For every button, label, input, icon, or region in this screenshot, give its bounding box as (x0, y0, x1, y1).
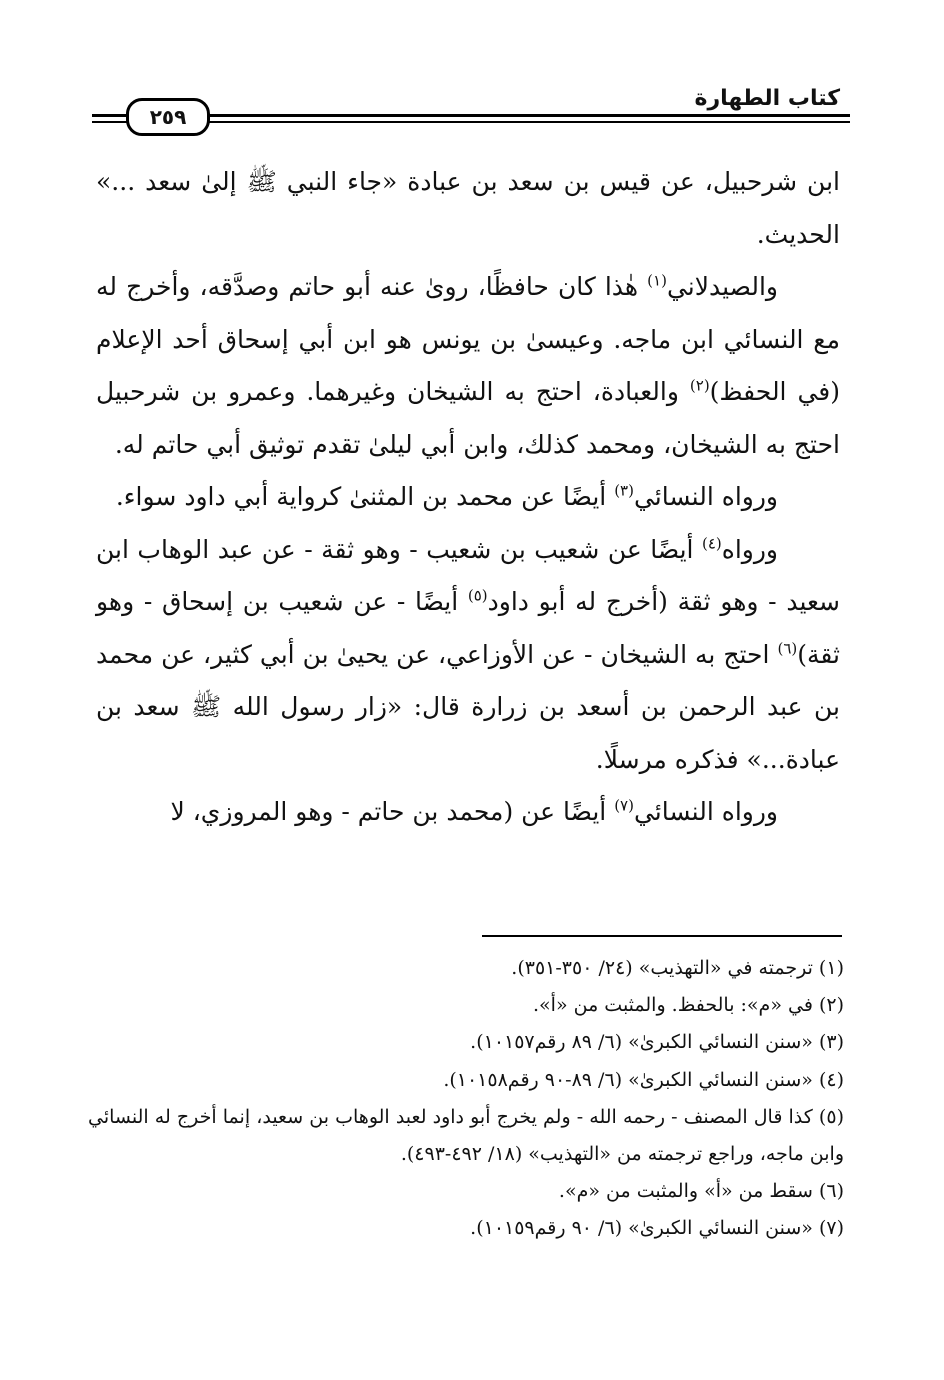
paragraph-text: هٰذا كان حافظًا، روىٰ عنه أبو حاتم وصدَّقه، وأخرج له مع النسائي ابن ماجه. وعيسىٰ بن يونس هو ابن أبي إسحاق أحد الإعلام (في الحفظ) (96, 272, 840, 406)
paragraph-text: والعبادة، احتج به الشيخان وغيرهما. وعمرو بن شرحبيل احتج به الشيخان، ومحمد كذلك، وابن أبي ليلىٰ تقدم توثيق أبي حاتم له. (96, 377, 840, 459)
footnote-reference: (٥) (467, 586, 488, 605)
footnote-4: (٤) «سنن النسائي الكبرىٰ» (٦/ ٨٩-٩٠ رقم١٠١٥٨). (443, 1068, 844, 1091)
paragraph-text: والصيدلاني (666, 272, 778, 301)
paragraph (96, 786, 840, 839)
paragraph-text: أيضًا - عن شعيب بن إسحاق - وهو ثقة) (96, 587, 840, 669)
footnote-reference: (٣) (614, 481, 634, 500)
footnote-reference: (٤) (701, 534, 722, 553)
main-text (96, 156, 840, 839)
page-header (92, 80, 850, 140)
paragraph (96, 261, 840, 471)
footnote-1: (١) ترجمته في «التهذيب» (٢٤/ ٣٥٠-٣٥١). (511, 957, 844, 979)
paragraph (96, 156, 840, 261)
book-title: كتاب الطهارة (691, 86, 844, 112)
footnote-3: (٣) «سنن النسائي الكبرىٰ» (٦/ ٨٩ رقم١٠١٥٧). (470, 1031, 844, 1054)
paragraph-text: ابن شرحبيل، عن قيس بن سعد بن عبادة «جاء النبي ﷺ إلىٰ سعد ...» الحديث. (96, 167, 840, 249)
paragraph (96, 471, 840, 524)
paragraph-text: أيضًا عن محمد بن المثنىٰ كرواية أبي داود سواء. (115, 482, 615, 511)
footnote-5: (٥) كذا قال المصنف - رحمه الله - ولم يخرج أبو داود لعبد الوهاب بن سعيد، إنما أخرج له النسائي وابن ماجه، وراجع ترجمته من «التهذيب» (١٨/ ٤٩٢-٤٩٣). (88, 1105, 844, 1166)
paragraph-text: ورواه النسائي (633, 482, 778, 511)
footnote-6: (٦) سقط من «أ» والمثبت من «م». (558, 1180, 844, 1203)
paragraph-text: احتج به الشيخان - عن الأوزاعي، عن يحيىٰ بن أبي كثير، عن محمد بن عبد الرحمن بن أسعد بن زرارة قال: «زار رسول الله ﷺ سعد بن عبادة...» فذكره مرسلًا. (96, 639, 840, 774)
paragraph-text: ورواه النسائي (633, 797, 778, 826)
paragraph-text: أيضًا عن (محمد بن حاتم - وهو المروزي، لا (170, 797, 615, 826)
footnote-reference: (٢) (689, 376, 710, 395)
footnote-reference: (١) (647, 271, 667, 290)
paragraph-text: ورواه (721, 534, 778, 564)
paragraph-text: أيضًا عن شعيب بن شعيب - وهو ثقة - عن عبد الوهاب ابن سعيد - وهو ثقة (أخرج له أبو داود (96, 534, 840, 616)
footnote-2: (٢) في «م»: بالحفظ. والمثبت من «أ». (533, 994, 844, 1017)
footnotes (88, 950, 844, 1248)
page-number: ٢٥٩ (126, 98, 210, 136)
footnote-reference: (٦) (777, 639, 798, 658)
footnote-separator (482, 935, 842, 937)
footnote-7: (٧) «سنن النسائي الكبرىٰ» (٦/ ٩٠ رقم١٠١٥٩). (470, 1217, 844, 1240)
paragraph (96, 524, 840, 787)
footnote-reference: (٧) (614, 796, 634, 815)
